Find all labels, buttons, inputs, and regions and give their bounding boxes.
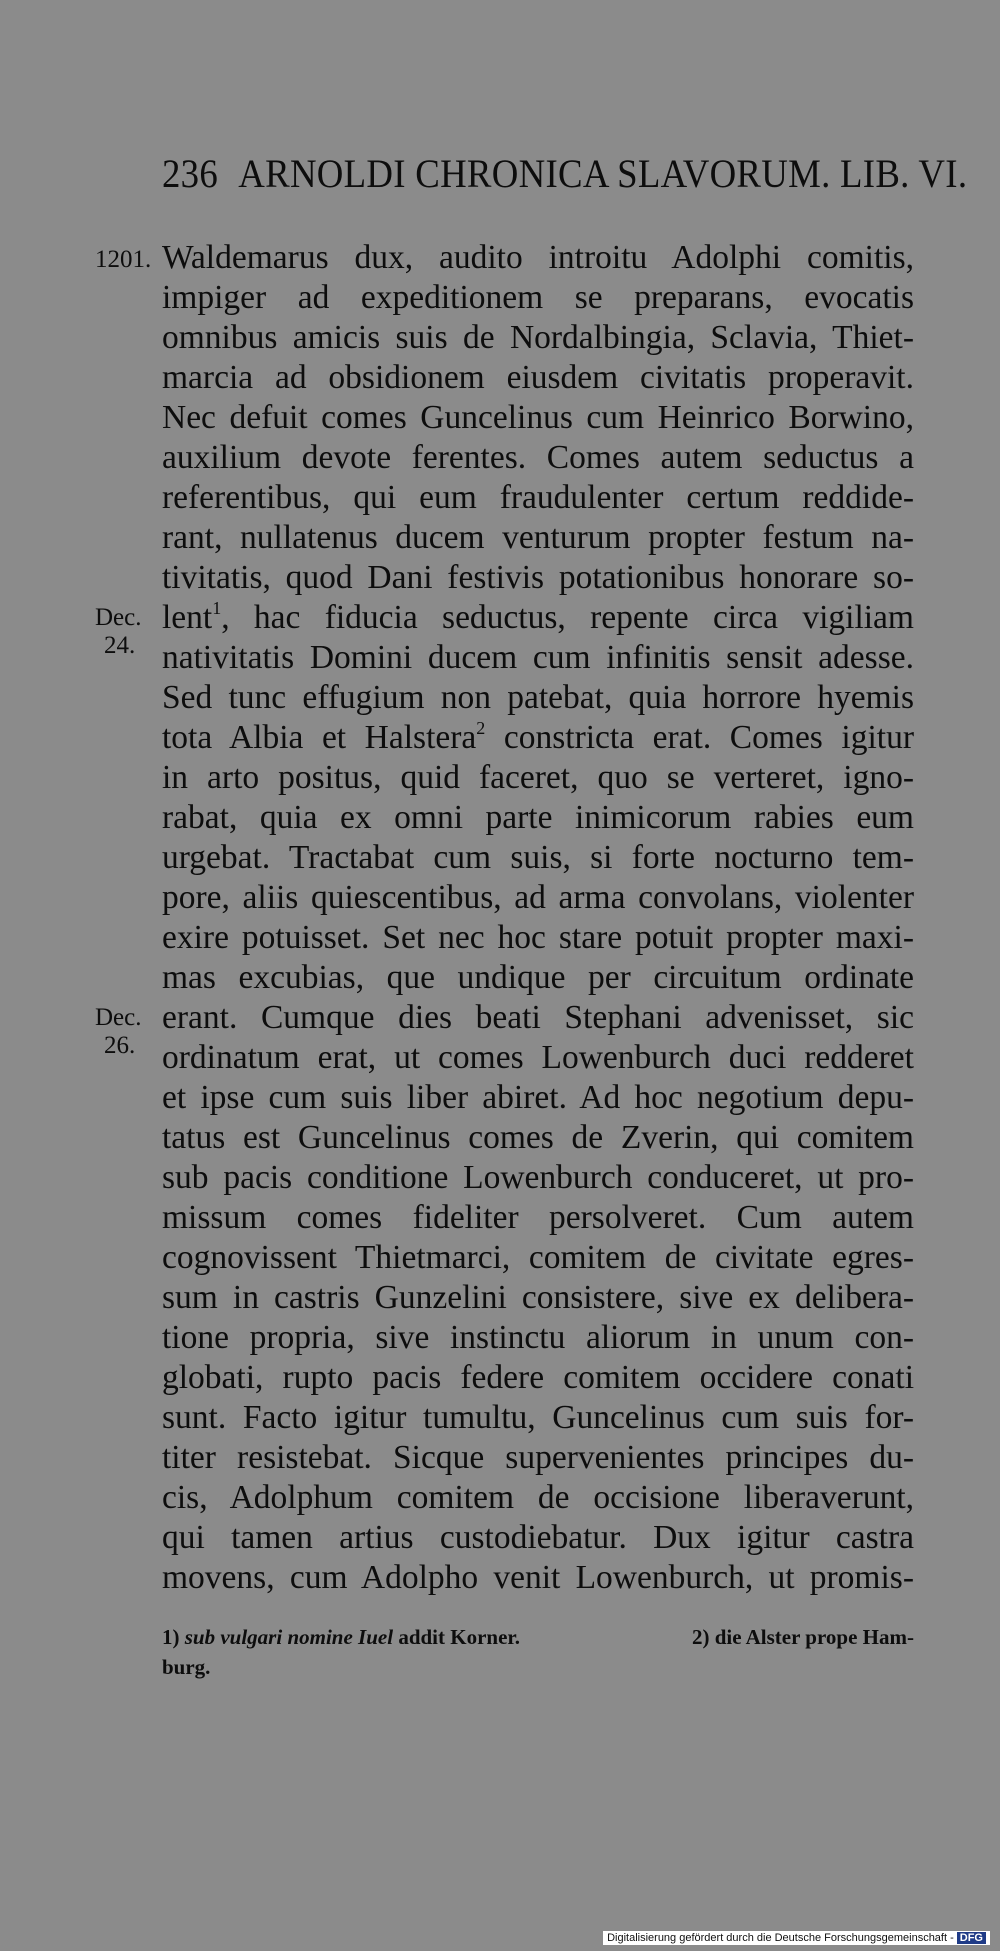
footnote-2-continuation: burg. bbox=[162, 1655, 211, 1679]
body-line: marcia ad obsidionem eiusdem civitatis properavit. bbox=[162, 359, 914, 396]
margin-month-1: Dec. bbox=[95, 604, 142, 631]
footnote-2-text: die Alster prope Ham- bbox=[709, 1625, 914, 1649]
margin-day-2: 26. bbox=[104, 1032, 136, 1059]
margin-year: 1201. bbox=[95, 246, 152, 273]
dfg-logo: DFG bbox=[957, 1932, 986, 1944]
footnote-ref-2: 2 bbox=[476, 718, 486, 738]
footnotes bbox=[162, 1622, 914, 1682]
body-text: tota Albia et Halstera bbox=[162, 719, 477, 756]
page-number: 236 bbox=[162, 151, 219, 196]
body-line: cognovissent Thietmarci, comitem de civitate egres- bbox=[162, 1239, 914, 1276]
body-line: in arto positus, quid faceret, quo se verteret, igno- bbox=[162, 759, 914, 796]
body-line: sunt. Facto igitur tumultu, Guncelinus cum suis for- bbox=[162, 1399, 914, 1436]
body-text: constricta erat. Comes igitur bbox=[485, 719, 914, 756]
footnote-1-italic: sub vulgari nomine Iuel bbox=[184, 1625, 394, 1649]
body-line: auxilium devote ferentes. Comes autem seductus a bbox=[162, 439, 914, 476]
body-line: tivitatis, quod Dani festivis potationibus honorare so- bbox=[162, 559, 914, 596]
body-line: omnibus amicis suis de Nordalbingia, Sclavia, Thiet- bbox=[162, 319, 914, 356]
footnote-ref-1: 1 bbox=[212, 598, 222, 618]
body-line bbox=[162, 718, 914, 758]
running-title: ARNOLDI CHRONICA SLAVORUM. LIB. VI. bbox=[238, 151, 968, 196]
body-line: tatus est Guncelinus comes de Zverin, qui comitem bbox=[162, 1119, 914, 1156]
body-text: , hac fiducia seductus, repente circa vigiliam bbox=[221, 599, 914, 636]
body-line bbox=[162, 598, 914, 638]
margin-day-1: 24. bbox=[104, 632, 136, 659]
body-line: ordinatum erat, ut comes Lowenburch duci redderet bbox=[162, 1039, 914, 1076]
body-line: referentibus, qui eum fraudulenter certum reddide- bbox=[162, 479, 914, 516]
footnote-1-marker: 1) bbox=[162, 1625, 180, 1649]
body-line: impiger ad expeditionem se preparans, evocatis bbox=[162, 279, 914, 316]
running-header bbox=[162, 150, 968, 197]
body-line: sum in castris Gunzelini consistere, sive ex delibera- bbox=[162, 1279, 914, 1316]
body-line: erant. Cumque dies beati Stephani advenisset, sic bbox=[162, 999, 914, 1036]
body-line: exire potuisset. Set nec hoc stare potuit propter maxi- bbox=[162, 919, 914, 956]
body-line: Waldemarus dux, audito introitu Adolphi comitis, bbox=[162, 239, 914, 276]
footnote-1-text: addit Korner. bbox=[393, 1625, 521, 1649]
body-line: titer resistebat. Sicque supervenientes principes du- bbox=[162, 1439, 914, 1476]
body-line: movens, cum Adolpho venit Lowenburch, ut promis- bbox=[162, 1559, 914, 1596]
margin-month-2: Dec. bbox=[95, 1004, 142, 1031]
body-line: sub pacis conditione Lowenburch conduceret, ut pro- bbox=[162, 1159, 914, 1196]
footnote-1 bbox=[162, 1625, 520, 1649]
footnote-2 bbox=[692, 1622, 914, 1652]
credit-text: Digitalisierung gefördert durch die Deutsche Forschungsgemeinschaft - bbox=[607, 1932, 954, 1944]
body-line: Nec defuit comes Guncelinus cum Heinrico Borwino, bbox=[162, 399, 914, 436]
digitization-credit bbox=[603, 1931, 990, 1945]
body-line: mas excubias, que undique per circuitum ordinate bbox=[162, 959, 914, 996]
body-line: rant, nullatenus ducem venturum propter festum na- bbox=[162, 519, 914, 556]
body-text: lent bbox=[162, 599, 213, 636]
body-line: pore, aliis quiescentibus, ad arma convolans, violenter bbox=[162, 879, 914, 916]
body-line: tione propria, sive instinctu aliorum in unum con- bbox=[162, 1319, 914, 1356]
body-line: cis, Adolphum comitem de occisione liberaverunt, bbox=[162, 1479, 914, 1516]
footnote-2-marker: 2) bbox=[691, 1625, 710, 1649]
body-line: rabat, quia ex omni parte inimicorum rabies eum bbox=[162, 799, 914, 836]
body-line: missum comes fideliter persolveret. Cum autem bbox=[162, 1199, 914, 1236]
body-line: globati, rupto pacis federe comitem occidere conati bbox=[162, 1359, 914, 1396]
body-line: Sed tunc effugium non patebat, quia horrore hyemis bbox=[162, 679, 914, 716]
body-line: qui tamen artius custodiebatur. Dux igitur castra bbox=[162, 1519, 914, 1556]
body-line: urgebat. Tractabat cum suis, si forte nocturno tem- bbox=[162, 839, 914, 876]
body-line: nativitatis Domini ducem cum infinitis sensit adesse. bbox=[162, 639, 914, 676]
body-line: et ipse cum suis liber abiret. Ad hoc negotium depu- bbox=[162, 1079, 914, 1116]
